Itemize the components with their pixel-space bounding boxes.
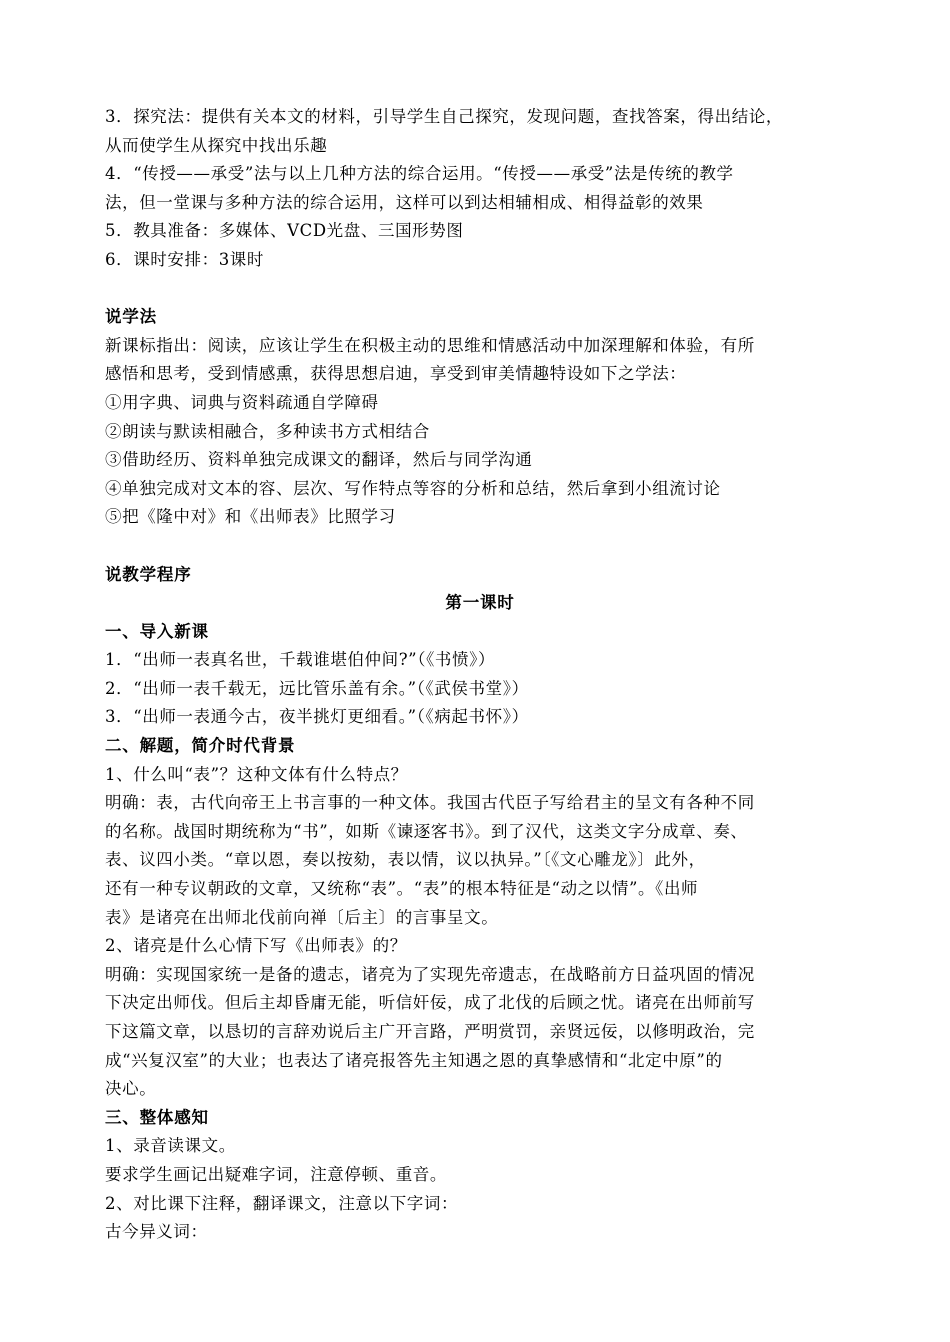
study-item-1: ①用字典、词典与资料疏通自学障碍 — [105, 392, 379, 412]
procedure-heading: 说教学程序 — [105, 564, 192, 584]
intro-quote-3: 3．“出师一表通今古，夜半挑灯更细看。”（《病起书怀》） — [105, 707, 529, 727]
intro-quote-1: 1．“出师一表真名世，千载谁堪伯仲间?”（《书愤》） — [105, 650, 496, 670]
perception-step-2: 2、对比课下注释，翻译课文，注意以下字词： — [105, 1193, 459, 1213]
class-schedule: 6．课时安排：3课时 — [105, 249, 264, 269]
background-answer-2-line-4: 成“兴复汉室”的大业；也表达了诸亮报答先主知遇之恩的真挚感情和“北定中原”的 — [105, 1050, 723, 1070]
perception-step-1: 1、录音读课文。 — [105, 1136, 236, 1156]
method-3-line-2: 从而使学生从探究中找出乐趣 — [105, 135, 328, 155]
background-answer-1-line-2: 的名称。战国时期统称为“书”，如斯《谏逐客书》。到了汉代，这类文字分成章、奏、 — [105, 821, 748, 841]
ancient-modern-words-label: 古今异义词： — [105, 1222, 208, 1242]
blank-line — [105, 532, 855, 561]
study-item-2: ②朗读与默读相融合，多种读书方式相结合 — [105, 421, 430, 441]
study-method-heading: 说学法 — [105, 307, 157, 327]
study-intro-line-1: 新课标指出：阅读，应该让学生在积极主动的思维和情感活动中加深理解和体验，有所 — [105, 335, 755, 355]
background-answer-1-line-5: 表》是诸亮在出师北伐前向禅〔后主〕的言事呈文。 — [105, 907, 499, 927]
document-page — [105, 103, 855, 1247]
study-item-4: ④单独完成对文本的容、层次、写作特点等容的分析和总结，然后拿到小组流讨论 — [105, 478, 721, 498]
background-answer-1-line-3: 表、议四小类。“章以恩，奏以按劾，表以情，议以执异。”〔《文心雕龙》〕此外， — [105, 850, 706, 870]
section-1-heading: 一、导入新课 — [105, 621, 209, 641]
background-answer-2-line-3: 下这篇文章，以恳切的言辞劝说后主广开言路，严明赏罚，亲贤远佞，以修明政治，完 — [105, 1022, 755, 1041]
blank-line — [105, 275, 855, 304]
method-3-line-1: 3．探究法：提供有关本文的材料，引导学生自己探究，发现问题，查找答案，得出结论， — [105, 107, 783, 126]
perception-step-1-note: 要求学生画记出疑难字词，注意停顿、重音。 — [105, 1164, 447, 1184]
section-3-heading: 三、整体感知 — [105, 1107, 209, 1127]
background-question-1: 1、什么叫“表”？这种文体有什么特点？ — [105, 764, 408, 784]
method-4-line-2: 法，但一堂课与多种方法的综合运用，这样可以到达相辅相成、相得益彰的效果 — [105, 192, 704, 212]
teaching-aids: 5．教具准备：多媒体、VCD光盘、三国形势图 — [105, 221, 464, 241]
study-item-3: ③借助经历、资料单独完成课文的翻译，然后与同学沟通 — [105, 450, 533, 470]
background-answer-2-line-1: 明确：实现国家统一是备的遗志，诸亮为了实现先帝遗志，在战略前方日益巩固的情况 — [105, 964, 755, 984]
background-answer-2-line-5: 决心。 — [105, 1079, 157, 1099]
background-question-2: 2、诸亮是什么心情下写《出师表》的？ — [105, 936, 407, 956]
lesson-title: 第一课时 — [445, 593, 515, 613]
background-answer-1-line-4: 还有一种专议朝政的文章，又统称“表”。“表”的根本特征是“动之以情”。《出师 — [105, 879, 699, 899]
background-answer-1-line-1: 明确：表，古代向帝王上书言事的一种文体。我国古代臣子写给君主的呈文有各种不同 — [105, 793, 755, 813]
method-4-line-1: 4．“传授——承受”法与以上几种方法的综合运用。“传授——承受”法是传统的教学 — [105, 164, 734, 184]
section-2-heading: 二、解题，简介时代背景 — [105, 736, 296, 756]
study-item-5: ⑤把《隆中对》和《出师表》比照学习 — [105, 507, 396, 527]
intro-quote-2: 2．“出师一表千载无，远比管乐盖有余。”（《武侯书堂》） — [105, 678, 529, 698]
background-answer-2-line-2: 下决定出师伐。但后主却昏庸无能，听信奸佞，成了北伐的后顾之忧。诸亮在出师前写 — [105, 993, 755, 1013]
study-intro-line-2: 感悟和思考，受到情感熏，获得思想启迪，享受到审美情趣特设如下之学法： — [105, 364, 687, 384]
